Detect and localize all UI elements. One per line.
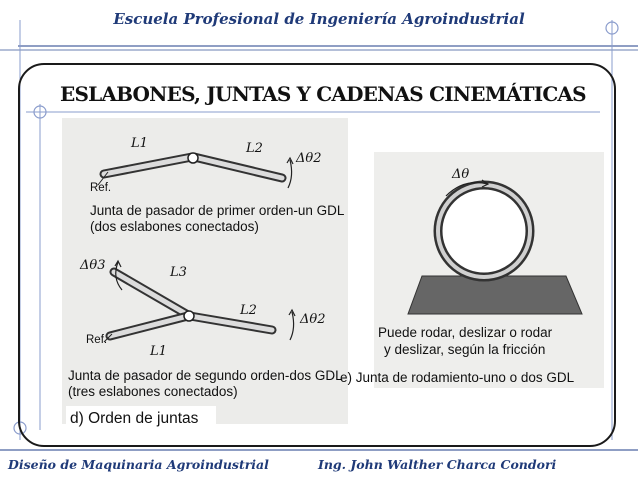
footer-author: Ing. John Walther Charca Condori [318,457,557,472]
right-angle-label: Δθ [452,167,470,182]
top-link2-label: L2 [246,141,263,156]
bottom-angle3-label: Δθ3 [80,258,106,273]
top-link1-label: L1 [131,136,148,151]
top-pin [188,153,198,163]
bottom-ref-label: Ref. [86,334,108,346]
left-figure-caption: d) Orden de juntas [70,410,199,427]
bottom-link2-label: L2 [240,303,257,318]
bottom-link1-label: L1 [150,344,167,359]
footer-course: Diseño de Maquinaria Agroindustrial [8,457,269,472]
top-angle-label: Δθ2 [296,151,322,166]
top-caption-line1: Junta de pasador de primer orden-un GDL [90,203,345,218]
header-title: Escuela Profesional de Ingeniería Agroindustrial [113,10,525,28]
slide-title: ESLABONES, JUNTAS Y CADENAS CINEMÁTICAS [60,82,586,106]
right-caption-line1: Puede rodar, deslizar o rodar [378,325,553,340]
bottom-caption-line1: Junta de pasador de segundo orden-dos GDL [68,368,343,383]
bottom-angle2-label: Δθ2 [300,312,326,327]
right-caption-line2: y deslizar, según la fricción [384,342,546,357]
ground-block [408,276,582,314]
bottom-caption-line2: (tres eslabones conectados) [68,384,238,399]
top-caption-line2: (dos eslabones conectados) [90,219,259,234]
bottom-link3-label: L3 [170,265,187,280]
right-caption-line3: e) Junta de rodamiento-uno o dos GDL [340,370,575,385]
bottom-pin [184,311,194,321]
top-ref-label: Ref. [90,182,112,194]
